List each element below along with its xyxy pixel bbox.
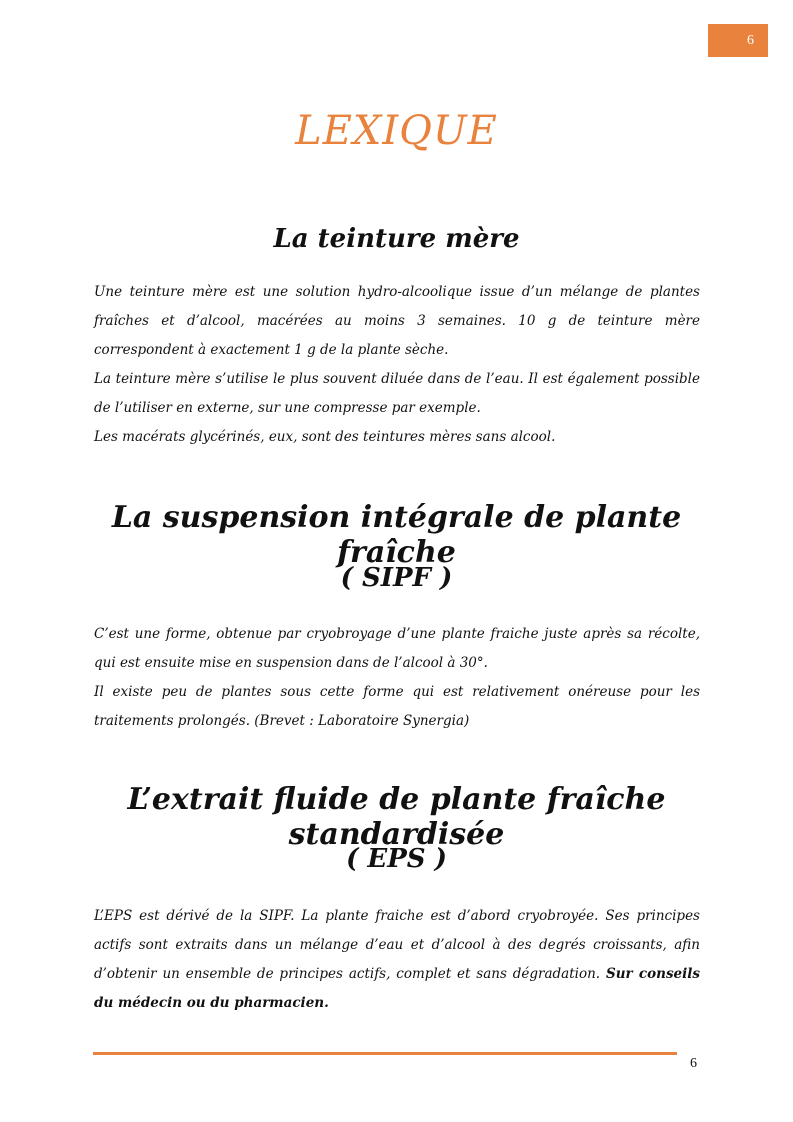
paragraph: Les macérats glycérinés, eux, sont des teintures mères sans alcool. <box>94 429 556 445</box>
bold-note: Sur conseils du médecin ou du pharmacien. <box>94 966 700 1011</box>
footer-page-number: 6 <box>690 1056 697 1071</box>
paragraph <box>94 902 700 1018</box>
paragraph: C’est une forme, obtenue par cryobroyage d’une plante fraiche juste après sa récolte, qui est ensuite mise en suspension dans de l’alcool à 30°. <box>94 626 700 671</box>
paragraph-text: L’EPS est dérivé de la SIPF. La plante fraiche est d’abord cryobroyée. Ses principes actifs sont extraits dans un mélange d’eau et d’alcool à des degrés croissants, afin d’obtenir un ensemble de principes actifs, complet et sans dégradation. <box>94 908 700 982</box>
page-title: LEXIQUE <box>295 108 498 154</box>
paragraph: La teinture mère s’utilise le plus souvent diluée dans de l’eau. Il est également possible de l’utiliser en externe, sur une compresse par exemple. <box>94 371 700 416</box>
footer-divider <box>93 1052 677 1055</box>
paragraph: Une teinture mère est une solution hydro-alcoolique issue d’un mélange de plantes fraîches et d’alcool, macérées au moins 3 semaines. 10 g de teinture mère correspondent à exactement 1 g de la plante sèche. <box>94 284 700 358</box>
section-subheading-sipf: ( SIPF ) <box>340 563 453 593</box>
paragraph: Il existe peu de plantes sous cette forme qui est relativement onéreuse pour les traitements prolongés. (Brevet : Laboratoire Synergia) <box>94 684 700 729</box>
section-body-eps <box>94 902 700 1018</box>
section-subheading-eps: ( EPS ) <box>346 844 447 874</box>
page-number-top: 6 <box>747 32 754 48</box>
section-body-sipf <box>94 620 700 736</box>
section-body-teinture <box>94 278 700 452</box>
section-heading-teinture: La teinture mère <box>273 224 520 254</box>
page-number-badge <box>708 24 768 57</box>
section-heading-sipf: La suspension intégrale de plante fraîche <box>111 500 682 570</box>
section-heading-eps: L’extrait fluide de plante fraîche standardisée <box>127 782 666 852</box>
